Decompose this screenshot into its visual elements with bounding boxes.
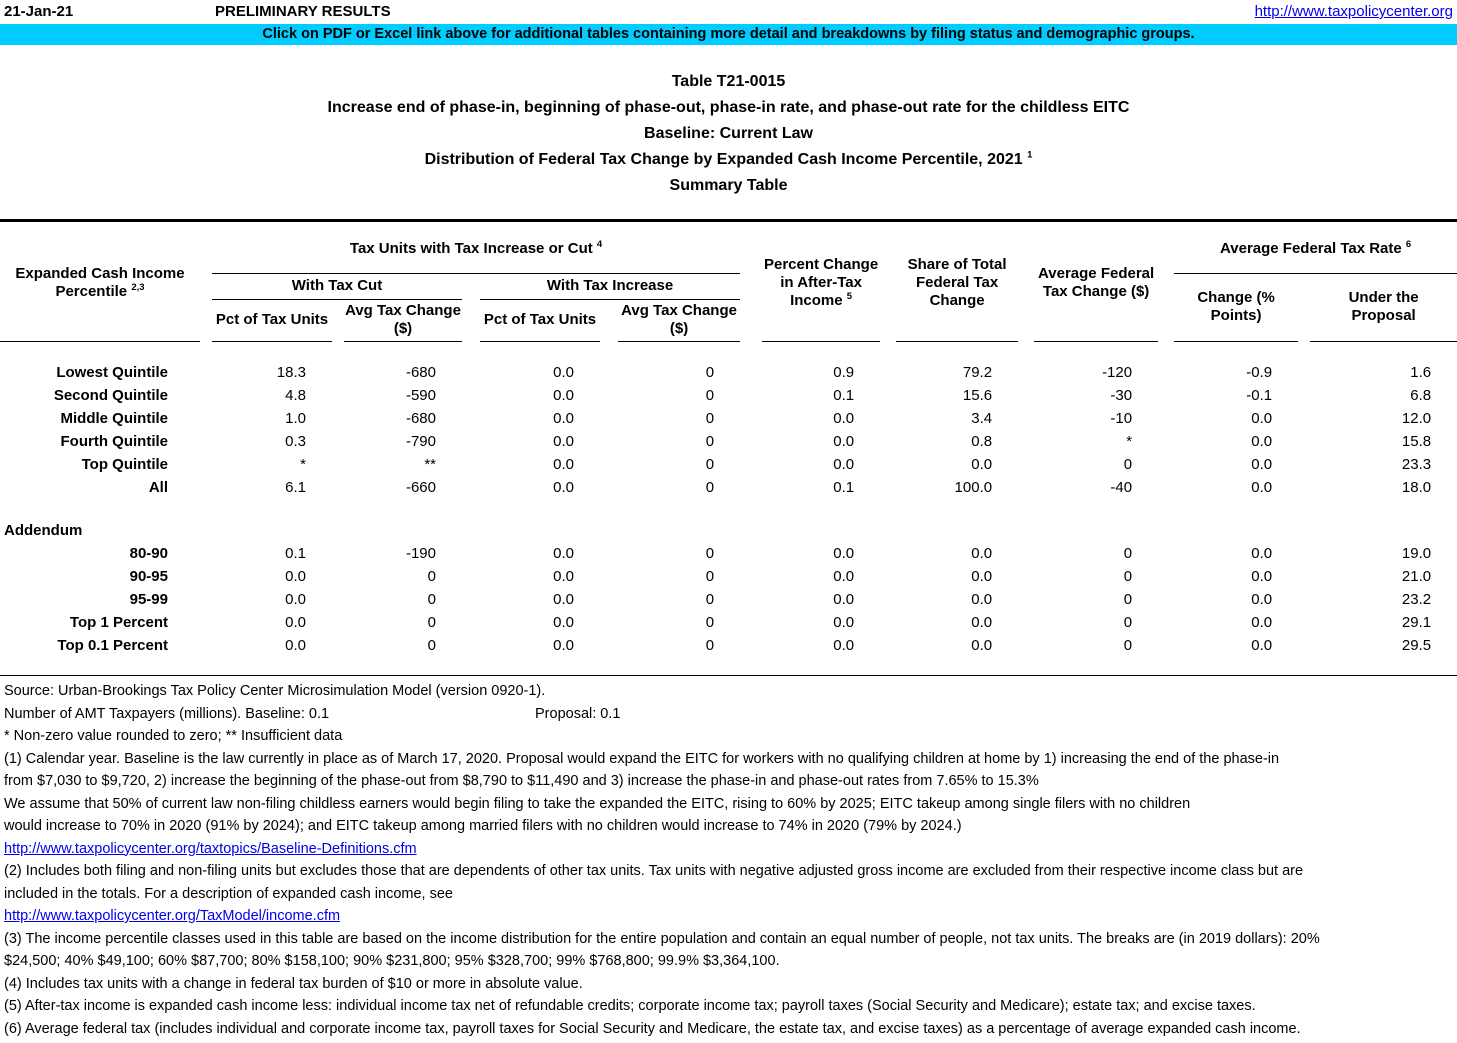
spacer — [880, 407, 896, 430]
spacer — [462, 299, 480, 341]
spacer — [740, 588, 762, 611]
footnote-ref-2-3: 2,3 — [131, 281, 145, 293]
cell-value: 0 — [1123, 456, 1133, 473]
group-header-average-federal-tax-rate: Average Federal Tax Rate $^6$ — [1174, 225, 1457, 273]
taxpolicycenter-link[interactable]: http://www.taxpolicycenter.org — [1254, 3, 1453, 20]
spacer — [462, 542, 480, 565]
cell-value: 0.0 — [971, 568, 993, 585]
spacer — [332, 542, 344, 565]
spacer — [1158, 453, 1174, 476]
cell-value: -790 — [405, 433, 436, 450]
cell-value: 0.0 — [833, 545, 855, 562]
cell-value: 0.0 — [833, 456, 855, 473]
col-header-under-the-proposal: Under the Proposal — [1310, 273, 1457, 341]
row-label: Top 0.1 Percent — [57, 637, 168, 654]
spacer — [1298, 588, 1310, 611]
spacer — [880, 634, 896, 657]
cell-value: 0.0 — [1251, 410, 1273, 427]
gap-row — [0, 341, 1457, 361]
cell-value: 0 — [705, 614, 715, 631]
cell-value: 0.0 — [553, 433, 574, 450]
cell-value: 0 — [427, 568, 436, 585]
spacer — [1018, 565, 1034, 588]
col-header-percent-change-after-tax-income: Percent Change in After-Tax Income $^5$ — [762, 225, 880, 341]
spacer — [1158, 634, 1174, 657]
baseline-definitions-link[interactable]: http://www.taxpolicycenter.org/taxtopics/Baseline-Definitions.cfm — [4, 840, 417, 857]
spacer — [200, 384, 212, 407]
spacer — [462, 407, 480, 430]
spacer — [462, 476, 480, 499]
spacer — [1018, 611, 1034, 634]
footnote-6-line: (6) Average federal tax (includes individual and corporate income tax, payroll taxes for Social Security and Medicare, the estate tax, and excise taxes) as a percentage of average expanded cash income. — [4, 1020, 1301, 1037]
gap-row — [0, 499, 1457, 519]
spacer — [1018, 384, 1034, 407]
footnote-1-line-3: We assume that 50% of current law non-filing childless earners would begin filing to take the expanded the EITC, rising to 60% by 2025; EITC takeup among single filers with no children — [4, 795, 1191, 812]
table-row — [0, 407, 1457, 430]
spacer — [1018, 407, 1034, 430]
cell-value: 0.0 — [971, 614, 993, 631]
cell-value: -10 — [1110, 410, 1133, 427]
cell-value: 0.0 — [553, 479, 574, 496]
amt-proposal-label: Proposal: 0.1 — [535, 705, 621, 722]
col-header-pct-of-tax-units-increase: Pct of Tax Units — [480, 299, 600, 341]
source-line: Source: Urban-Brookings Tax Policy Center Microsimulation Model (version 0920-1). — [4, 683, 546, 699]
cell-value: 0.0 — [553, 637, 574, 654]
summary-table-title: Summary Table — [669, 177, 788, 194]
spacer — [880, 430, 896, 453]
spacer — [600, 384, 618, 407]
col-header-expanded-cash-income-percentile: Expanded Cash Income Percentile $^{2,3}$ — [0, 225, 200, 341]
spacer — [462, 361, 480, 384]
spacer — [1018, 588, 1034, 611]
table-row — [0, 611, 1457, 634]
spacer — [1018, 634, 1034, 657]
cell-value: 0 — [427, 637, 436, 654]
spacer — [462, 565, 480, 588]
footnotes — [0, 680, 1457, 1040]
cell-value: * — [300, 456, 306, 473]
row-label: Middle Quintile — [60, 410, 168, 427]
spacer — [880, 453, 896, 476]
table-row — [0, 361, 1457, 384]
spacer — [332, 634, 344, 657]
cell-value: 19.0 — [1401, 545, 1432, 562]
title-block — [0, 69, 1457, 199]
cell-value: 0.0 — [1251, 614, 1273, 631]
footnote-1-line-4: would increase to 70% in 2020 (91% by 2024); and EITC takeup among married filers with no children would increase to 74% in 2020 (79% by 2024.) — [4, 818, 962, 834]
group-header-with-tax-increase: With Tax Increase — [480, 273, 740, 299]
symbol-legend-line: * Non-zero value rounded to zero; ** Insufficient data — [4, 728, 343, 744]
footnote-2-line-2: included in the totals. For a description of expanded cash income, see — [4, 885, 453, 902]
cell-value: 0 — [705, 591, 715, 608]
cell-value: 21.0 — [1401, 568, 1432, 585]
cell-value: -680 — [405, 364, 436, 381]
cell-value: 0 — [1123, 637, 1133, 654]
cell-value: 0.0 — [553, 568, 574, 585]
spacer — [1298, 453, 1310, 476]
addendum-section-row — [0, 519, 1457, 542]
proposal-title: Increase end of phase-in, beginning of phase-out, phase-in rate, and phase-out rate for the childless EITC — [327, 99, 1130, 116]
spacer — [1298, 565, 1310, 588]
cell-value: 0.0 — [971, 591, 993, 608]
spacer — [1018, 453, 1034, 476]
spacer — [200, 634, 212, 657]
spacer — [332, 384, 344, 407]
spacer — [600, 565, 618, 588]
row-label: 80-90 — [129, 545, 168, 562]
table-row — [0, 430, 1457, 453]
cell-value: 0 — [705, 545, 715, 562]
spacer — [740, 476, 762, 499]
spacer — [1298, 384, 1310, 407]
row-label: Lowest Quintile — [56, 364, 168, 381]
cell-value: 0.0 — [1251, 591, 1273, 608]
spacer — [740, 225, 762, 341]
table-row — [0, 634, 1457, 657]
spacer — [600, 407, 618, 430]
footnote-3-line-2: $24,500; 40% $49,100; 60% $87,700; 80% $158,100; 90% $231,800; 95% $328,700; 99% $768,800; 99.9% $3,364,100. — [4, 953, 780, 969]
footnote-2-line-1: (2) Includes both filing and non-filing units but excludes those that are dependents of other tax units. Tax units with negative adjusted gross income are excluded from their respective income class but are — [4, 863, 1304, 879]
cell-value: -590 — [405, 387, 436, 404]
cell-value: 0.0 — [553, 456, 574, 473]
spacer — [600, 361, 618, 384]
footnote-1-line-1: (1) Calendar year. Baseline is the law currently in place as of March 17, 2020. Proposal would expand the EITC for workers with no qualifying children at home by 1) increasing the end of the phase-in — [4, 750, 1280, 767]
cell-value: 0.1 — [833, 479, 855, 496]
row-label: Fourth Quintile — [60, 433, 168, 450]
spacer — [1018, 430, 1034, 453]
spacer — [600, 542, 618, 565]
spacer — [332, 430, 344, 453]
spacer — [600, 430, 618, 453]
spacer — [200, 453, 212, 476]
footnote-ref-4: 4 — [596, 238, 603, 250]
spacer — [1158, 542, 1174, 565]
cell-value: 0 — [1123, 614, 1133, 631]
cell-value: 0.0 — [971, 637, 993, 654]
cell-value: 0.9 — [833, 364, 855, 381]
cell-value: 0 — [1123, 568, 1133, 585]
spacer — [740, 634, 762, 657]
footnote-1-line-2: from $7,030 to $9,720, 2) increase the beginning of the phase-out from $8,790 to $11,490 and 3) increase the phase-in and phase-out rates from 7.65% to 15.3% — [4, 773, 1039, 789]
cell-value: * — [1126, 433, 1133, 450]
col-header-share-of-total-federal-tax-change: Share of Total Federal Tax Change — [896, 225, 1018, 341]
spacer — [200, 611, 212, 634]
spacer — [1158, 611, 1174, 634]
footnote-ref-6: 6 — [1405, 238, 1412, 250]
footnote-4-line: (4) Includes tax units with a change in federal tax burden of $10 or more in absolute value. — [4, 975, 583, 992]
cell-value: 1.6 — [1410, 364, 1432, 381]
cell-value: ** — [424, 456, 436, 473]
spacer — [1158, 476, 1174, 499]
spacer — [200, 542, 212, 565]
cell-value: 0 — [1123, 591, 1133, 608]
cell-value: 0.0 — [1251, 568, 1273, 585]
spacer — [332, 453, 344, 476]
row-label: Second Quintile — [53, 387, 168, 404]
cell-value: 0.0 — [833, 614, 855, 631]
cell-value: 0.8 — [971, 433, 993, 450]
spacer — [1158, 430, 1174, 453]
cell-value: 15.6 — [962, 387, 993, 404]
spacer — [880, 542, 896, 565]
spacer — [880, 361, 896, 384]
cell-value: -120 — [1102, 364, 1133, 381]
table-row — [0, 588, 1457, 611]
spacer — [332, 361, 344, 384]
spacer — [1298, 634, 1310, 657]
cell-value: 0.0 — [971, 456, 993, 473]
cell-value: 0.0 — [553, 614, 574, 631]
cell-value: 0.0 — [553, 364, 574, 381]
cell-value: 0.0 — [833, 410, 855, 427]
table-row — [0, 384, 1457, 407]
spacer — [1158, 225, 1174, 341]
spacer — [1298, 430, 1310, 453]
col-header-change-pct-points: Change (% Points) — [1174, 273, 1298, 341]
table-bottom-rule — [0, 675, 1457, 676]
spacer — [200, 225, 212, 341]
cell-value: 0.0 — [553, 545, 574, 562]
row-label: Top 1 Percent — [69, 614, 168, 631]
cell-value: 0.0 — [285, 568, 306, 585]
spacer — [880, 225, 896, 341]
spacer — [332, 299, 344, 341]
spacer — [200, 476, 212, 499]
baseline-title: Baseline: Current Law — [644, 125, 813, 142]
table-row — [0, 565, 1457, 588]
cell-value: 6.8 — [1410, 387, 1432, 404]
distribution-table — [0, 225, 1457, 675]
spacer — [880, 588, 896, 611]
spacer — [200, 430, 212, 453]
cell-value: 15.8 — [1401, 433, 1432, 450]
spacer — [1298, 407, 1310, 430]
spacer — [1298, 611, 1310, 634]
spacer — [1018, 361, 1034, 384]
spacer — [1298, 476, 1310, 499]
spacer — [462, 453, 480, 476]
row-label: 95-99 — [129, 591, 168, 608]
cell-value: 6.1 — [285, 479, 306, 496]
spacer — [200, 361, 212, 384]
cell-value: 79.2 — [962, 364, 993, 381]
cell-value: 0 — [705, 433, 715, 450]
spacer — [740, 565, 762, 588]
cell-value: 29.5 — [1401, 637, 1432, 654]
cell-value: 0 — [705, 637, 715, 654]
spacer — [1158, 407, 1174, 430]
cell-value: -190 — [405, 545, 436, 562]
cell-value: 0.0 — [971, 545, 993, 562]
table-number-title: Table T21-0015 — [671, 73, 786, 90]
cell-value: 0.0 — [553, 591, 574, 608]
spacer — [600, 634, 618, 657]
cell-value: 0.0 — [1251, 479, 1273, 496]
cell-value: 0 — [1123, 545, 1133, 562]
info-banner-text: Click on PDF or Excel link above for additional tables containing more detail and breakdowns by filing status and demographic groups. — [262, 26, 1195, 42]
cell-value: 0.0 — [1251, 545, 1273, 562]
cell-value: 12.0 — [1401, 410, 1432, 427]
spacer — [600, 453, 618, 476]
spacer — [600, 476, 618, 499]
group-header-tax-units-with-increase-or-cut: Tax Units with Tax Increase or Cut $^4$ — [212, 225, 740, 273]
col-header-avg-tax-change-cut: Avg Tax Change ($) — [344, 299, 462, 341]
spacer — [880, 476, 896, 499]
spacer — [200, 565, 212, 588]
cell-value: 100.0 — [954, 479, 993, 496]
cell-value: 23.3 — [1401, 456, 1432, 473]
spacer — [740, 407, 762, 430]
cell-value: 0 — [705, 410, 715, 427]
spacer — [1298, 542, 1310, 565]
spacer — [200, 407, 212, 430]
cell-value: 0.0 — [1251, 637, 1273, 654]
cell-value: 0.0 — [1251, 456, 1273, 473]
spacer — [1018, 225, 1034, 341]
spacer — [462, 611, 480, 634]
footnote-3-line-1: (3) The income percentile classes used in this table are based on the income distribution for the entire population and contain an equal number of people, not tax units. The breaks are (in 2019 dollars): 20% — [4, 930, 1320, 947]
spacer — [1298, 273, 1310, 341]
cell-value: 0.1 — [285, 545, 306, 562]
cell-value: 0.0 — [833, 637, 855, 654]
cell-value: 0 — [705, 568, 715, 585]
footnote-ref-1: 1 — [1027, 149, 1033, 161]
spacer — [1018, 542, 1034, 565]
row-label: 90-95 — [129, 568, 168, 585]
cell-value: 0.0 — [833, 568, 855, 585]
table-row — [0, 453, 1457, 476]
spacer — [740, 453, 762, 476]
spacer — [740, 384, 762, 407]
cell-value: 0 — [705, 479, 715, 496]
cell-value: 0.0 — [285, 637, 306, 654]
cell-value: 23.2 — [1401, 591, 1432, 608]
spacer — [1158, 384, 1174, 407]
cell-value: 0.0 — [285, 591, 306, 608]
spacer — [740, 611, 762, 634]
info-banner — [0, 24, 1457, 45]
spacer — [740, 361, 762, 384]
group-header-with-tax-cut: With Tax Cut — [212, 273, 462, 299]
spacer — [880, 611, 896, 634]
cell-value: 0.1 — [833, 387, 855, 404]
cell-value: 0 — [427, 591, 436, 608]
spacer — [332, 407, 344, 430]
spacer — [1158, 588, 1174, 611]
addendum-label: Addendum — [4, 522, 83, 539]
spacer — [1158, 361, 1174, 384]
spacer — [1158, 565, 1174, 588]
cell-value: 0.0 — [285, 614, 306, 631]
top-bar — [0, 0, 1457, 24]
col-header-pct-of-tax-units-cut: Pct of Tax Units — [212, 299, 332, 341]
row-label: Top Quintile — [81, 456, 168, 473]
cell-value: -0.9 — [1246, 364, 1273, 381]
spacer — [462, 634, 480, 657]
footnote-ref-5: 5 — [846, 290, 853, 302]
table-row — [0, 476, 1457, 499]
spacer — [462, 384, 480, 407]
amt-baseline-label: Number of AMT Taxpayers (millions). Baseline: 0.1 — [4, 705, 330, 722]
spacer — [600, 611, 618, 634]
spacer — [600, 299, 618, 341]
cell-value: -680 — [405, 410, 436, 427]
row-label: All — [148, 479, 168, 496]
table-row — [0, 542, 1457, 565]
spacer — [1298, 361, 1310, 384]
cell-value: 0 — [705, 456, 715, 473]
spacer — [880, 565, 896, 588]
spacer — [600, 588, 618, 611]
spacer — [200, 588, 212, 611]
spacer — [462, 588, 480, 611]
spacer — [332, 588, 344, 611]
cell-value: -30 — [1110, 387, 1133, 404]
date-label: 21-Jan-21 — [4, 3, 74, 20]
spacer — [740, 542, 762, 565]
cell-value: 4.8 — [285, 387, 306, 404]
cell-value: -40 — [1110, 479, 1133, 496]
spacer — [462, 273, 480, 299]
cell-value: -660 — [405, 479, 436, 496]
income-definition-link[interactable]: http://www.taxpolicycenter.org/TaxModel/income.cfm — [4, 908, 341, 924]
cell-value: 3.4 — [971, 410, 993, 427]
col-header-average-federal-tax-change: Average Federal Tax Change ($) — [1034, 225, 1158, 341]
spacer — [332, 611, 344, 634]
col-header-avg-tax-change-increase: Avg Tax Change ($) — [618, 299, 740, 341]
spacer — [740, 430, 762, 453]
cell-value: 0 — [427, 614, 436, 631]
cell-value: 0 — [705, 364, 715, 381]
spacer — [880, 384, 896, 407]
cell-value: 18.3 — [276, 364, 306, 381]
cell-value: 0 — [705, 387, 715, 404]
gap-row — [0, 657, 1457, 675]
distribution-title: Distribution of Federal Tax Change by Expanded Cash Income Percentile, 2021 $^1$ — [424, 149, 1033, 168]
cell-value: 0.0 — [553, 410, 574, 427]
cell-value: 0.0 — [553, 387, 574, 404]
spacer — [332, 565, 344, 588]
table-top-rule — [0, 219, 1457, 222]
amt-taxpayers-line — [0, 703, 1457, 726]
spacer — [1018, 476, 1034, 499]
cell-value: 0.0 — [833, 433, 855, 450]
spacer — [332, 476, 344, 499]
spacer — [462, 430, 480, 453]
cell-value: 0.0 — [833, 591, 855, 608]
cell-value: 0.0 — [1251, 433, 1273, 450]
cell-value: 29.1 — [1401, 614, 1432, 631]
footnote-5-line: (5) After-tax income is expanded cash income less: individual income tax net of refundable credits; corporate income tax; payroll taxes (Social Security and Medicare); estate tax; and excise taxes. — [4, 998, 1256, 1014]
cell-value: -0.1 — [1246, 387, 1273, 404]
cell-value: 1.0 — [285, 410, 306, 427]
cell-value: 18.0 — [1401, 479, 1432, 496]
preliminary-results-label: PRELIMINARY RESULTS — [215, 3, 391, 20]
cell-value: 0.3 — [285, 433, 306, 450]
